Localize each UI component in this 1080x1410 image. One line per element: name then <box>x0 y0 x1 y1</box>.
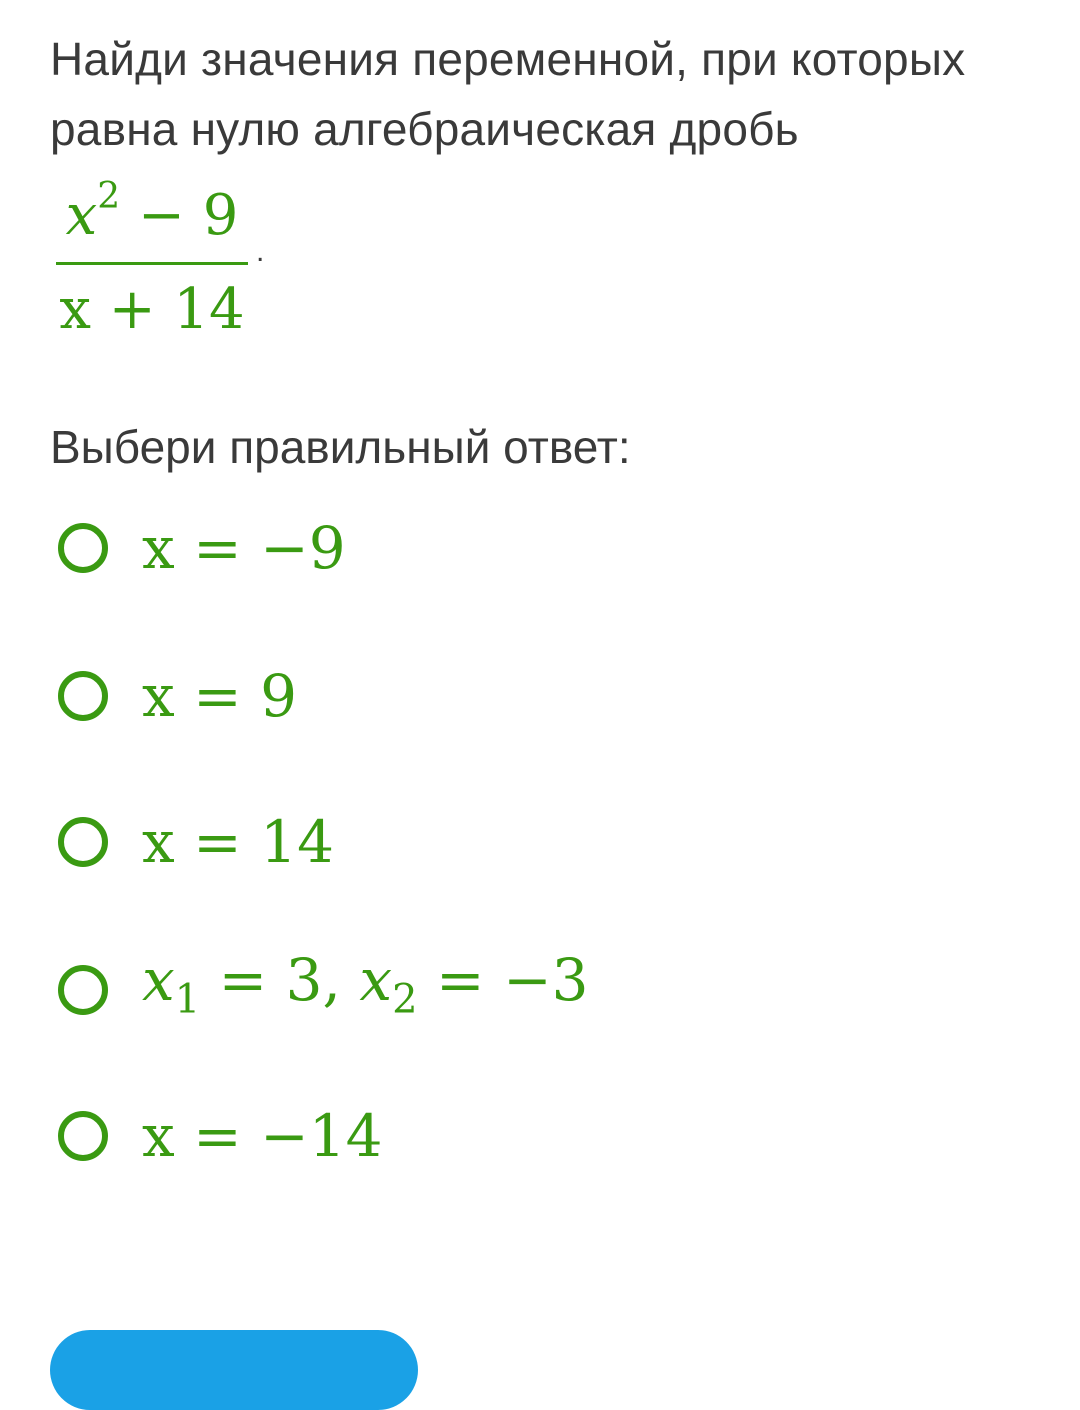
x1-subscript: 1 <box>174 976 201 1023</box>
x2-variable: x <box>359 946 393 1015</box>
numerator-variable: x <box>65 183 98 248</box>
radio-unchecked-icon[interactable] <box>58 965 108 1015</box>
radio-unchecked-icon[interactable] <box>58 671 108 721</box>
answer-option-label: x = 14 <box>142 808 334 876</box>
answer-option[interactable] <box>58 656 958 736</box>
answer-option-label: x = 9 <box>142 662 298 730</box>
answer-option[interactable] <box>58 508 958 588</box>
radio-unchecked-icon[interactable] <box>58 1111 108 1161</box>
numerator-constant: − 9 <box>120 183 239 248</box>
answer-option[interactable] <box>58 802 958 882</box>
answer-option-label: x = −9 <box>142 514 346 582</box>
answer-option-label <box>142 940 589 1040</box>
fraction-bar <box>56 262 248 265</box>
answer-option[interactable] <box>58 1096 958 1176</box>
fraction-denominator: x + 14 <box>59 277 245 342</box>
radio-unchecked-icon[interactable] <box>58 817 108 867</box>
x1-value: = 3, <box>200 946 360 1015</box>
x2-value: = −3 <box>417 946 589 1015</box>
fraction-numerator <box>56 176 248 256</box>
x1-variable: x <box>142 946 175 1015</box>
answer-option-label: x = −14 <box>142 1102 383 1170</box>
fraction-period: . <box>256 235 265 268</box>
algebraic-fraction <box>56 172 250 342</box>
x2-subscript: 2 <box>392 976 418 1023</box>
answer-prompt: Выбери правильный ответ: <box>50 421 631 473</box>
question-text: Найди значения переменной, при которых равна нулю алгебраическая дробь <box>50 33 966 155</box>
radio-unchecked-icon[interactable] <box>58 523 108 573</box>
submit-button[interactable] <box>50 1330 418 1410</box>
answer-option[interactable] <box>58 946 958 1030</box>
numerator-exponent: 2 <box>97 176 121 218</box>
